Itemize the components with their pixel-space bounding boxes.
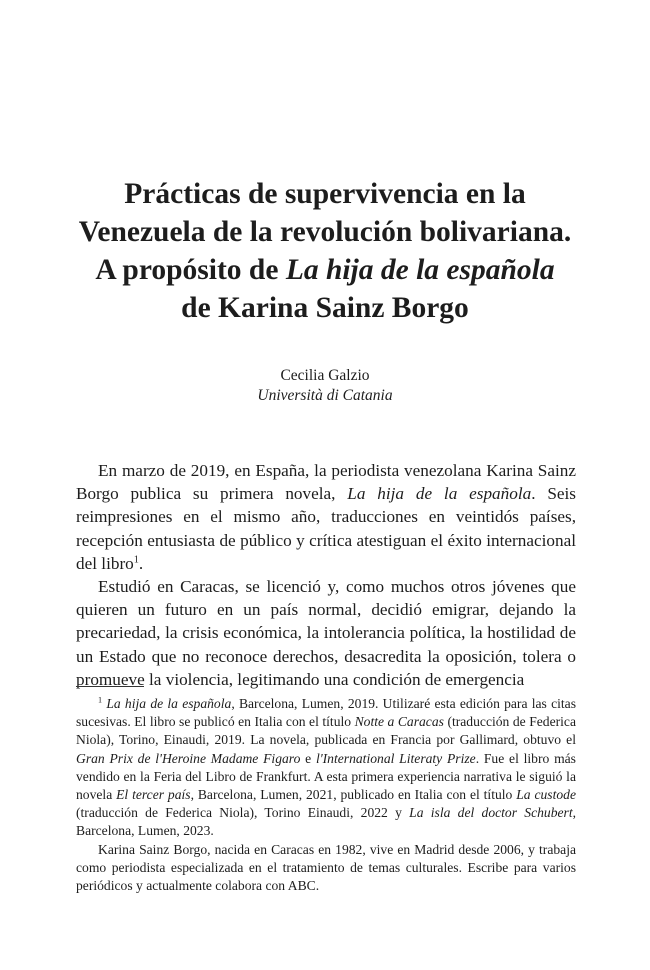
- footnote-divider: [76, 686, 144, 687]
- article-title: [60, 175, 590, 327]
- title-line-2: Venezuela de la revolución bolivariana.: [78, 216, 572, 248]
- footnote-1-paragraph-2: Karina Sainz Borgo, nacida en Caracas en 1982, vive en Madrid desde 2006, y trabaja como periodista especializada en el tratamiento de temas culturales. Escribe para varios periódicos y actualmente colabora con ABC.: [76, 841, 576, 894]
- author-affiliation: Università di Catania: [257, 387, 393, 404]
- fn-text-10: , Barcelona, Lumen, 2021, publicado en Italia con el título: [190, 787, 517, 803]
- title-line-1: Prácticas de supervivencia en la: [124, 178, 526, 210]
- title-line-4: de Karina Sainz Borgo: [181, 292, 469, 324]
- footnote-1: [76, 695, 576, 841]
- fn-title-11: La custode: [516, 787, 576, 803]
- title-book-name: La hija de la española: [285, 254, 555, 286]
- p1-book-title: La hija de la española: [347, 484, 532, 504]
- footnote-ref-1[interactable]: 1: [133, 554, 139, 566]
- title-line-3-prefix: A propósito de: [95, 254, 286, 286]
- fn-text-14: , Barcelona, Lumen, 2023.: [76, 805, 576, 839]
- fn-title-3: Notte a Caracas: [354, 714, 444, 730]
- author-name: Cecilia Galzio: [280, 367, 370, 384]
- fn-title-5: Gran Prix de l'Heroine Madame Figaro: [76, 750, 301, 766]
- paragraph-1: [76, 459, 576, 575]
- fn-text-6: e: [300, 750, 316, 766]
- body-text: [76, 459, 576, 691]
- footnotes: [76, 695, 576, 895]
- paragraph-2: Estudió en Caracas, se licenció y, como muchos otros jóvenes que quieren un futuro en un país normal, decidió emigrar, dejando la precariedad, la crisis económica, la intolerancia política, la hostilidad de un Estado que no reconoce derechos, desacredita la oposición, tolera o promueve la violencia, legitimando una condición de emergencia: [76, 577, 576, 689]
- footnote-number: 1: [98, 695, 103, 705]
- fn-title-7: l'International Literaty Prize: [315, 750, 476, 766]
- fn-title-13: La isla del doctor Schubert: [409, 805, 573, 821]
- p1-text-a: En marzo de 2019, en España, la periodista venezolana Karina Sainz Borgo publica su primera novela,: [76, 461, 576, 504]
- fn-title-9: El tercer país: [116, 787, 191, 803]
- fn-text-8: . Fue el libro más vendido en la Feria del Libro de Frankfurt. A esta primera experiencia narrativa le siguió la novela: [76, 750, 576, 803]
- fn-text-2: , Barcelona, Lumen, 2019. Utilizaré esta edición para las citas sucesivas. El libro se publicó en Italia con el título: [76, 696, 576, 730]
- fn-text-4: (traducción de Federica Niola), Torino, Einaudi, 2019. La novela, publicada en Francia por Gallimard, obtuvo el: [76, 714, 576, 748]
- p1-text-c: .: [138, 553, 144, 573]
- title-line-3: [60, 251, 590, 289]
- fn-text-12: (traducción de Federica Niola), Torino Einaudi, 2022 y: [76, 805, 410, 821]
- p1-text-b: . Seis reimpresiones en el mismo año, traducciones en veintidós países, recepción entusiasta de público y crítica atestiguan el éxito internacional del libro: [76, 484, 576, 573]
- fn-title-1: La hija de la española: [106, 696, 232, 711]
